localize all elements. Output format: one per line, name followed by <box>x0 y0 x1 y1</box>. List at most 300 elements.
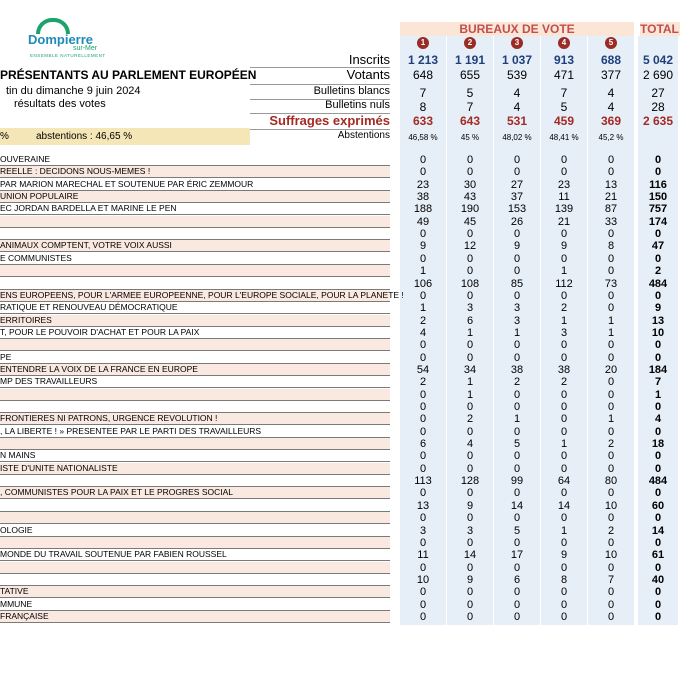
list-value: 49 <box>416 215 430 228</box>
list-value: 1 <box>419 265 427 278</box>
list-row <box>0 364 390 376</box>
list-value: 37 <box>510 191 524 204</box>
list-value: 1 <box>466 376 474 389</box>
summary-value: 648 <box>412 68 434 82</box>
list-total: 1 <box>654 388 662 401</box>
logo-sub: sur-Mer <box>73 45 98 52</box>
list-total: 0 <box>654 228 662 241</box>
list-value: 106 <box>413 277 433 290</box>
list-label: RATIQUE ET RENOUVEAU DÉMOCRATIQUE <box>0 302 178 313</box>
summary-label: Suffrages exprimés <box>269 113 390 128</box>
list-total: 18 <box>651 438 665 451</box>
list-value: 26 <box>510 215 524 228</box>
list-value: 0 <box>560 610 568 623</box>
summary-value: 655 <box>459 68 481 82</box>
list-value: 0 <box>560 166 568 179</box>
list-value: 0 <box>513 265 521 278</box>
list-row <box>0 315 390 327</box>
list-value: 0 <box>607 351 615 364</box>
list-value: 0 <box>466 339 474 352</box>
summary-total: 27 <box>651 86 665 100</box>
list-value: 0 <box>607 598 615 611</box>
list-total: 757 <box>648 203 668 216</box>
list-value: 12 <box>463 240 477 253</box>
list-value: 23 <box>557 178 571 191</box>
list-value: 1 <box>513 413 521 426</box>
list-value: 0 <box>466 228 474 241</box>
list-value: 0 <box>466 450 474 463</box>
list-label: FRANÇAISE <box>0 610 49 621</box>
list-value: 0 <box>466 487 474 500</box>
list-value: 0 <box>560 228 568 241</box>
summary-value: 45 % <box>460 133 480 142</box>
list-value: 0 <box>560 252 568 265</box>
list-label: MP DES TRAVAILLEURS <box>0 376 98 387</box>
list-value: 0 <box>466 351 474 364</box>
list-value: 21 <box>557 215 571 228</box>
list-value: 87 <box>604 203 618 216</box>
list-row <box>0 203 390 215</box>
list-value: 0 <box>607 302 615 315</box>
list-total: 150 <box>648 191 668 204</box>
list-value: 0 <box>513 166 521 179</box>
list-row <box>0 339 390 351</box>
list-label: N MAINS <box>0 450 36 461</box>
list-total: 0 <box>654 598 662 611</box>
bureau-number-badge: 2 <box>464 37 476 49</box>
list-value: 9 <box>419 240 427 253</box>
list-value: 11 <box>558 191 570 204</box>
list-value: 0 <box>513 450 521 463</box>
list-total: 4 <box>654 413 662 426</box>
list-value: 1 <box>607 413 615 426</box>
list-value: 1 <box>560 524 568 537</box>
bureau-number-badge: 5 <box>605 37 617 49</box>
summary-value: 48,41 % <box>549 133 579 142</box>
list-value: 43 <box>463 191 477 204</box>
list-label: ERRITOIRES <box>0 314 52 325</box>
list-value: 0 <box>560 598 568 611</box>
list-value: 0 <box>513 228 521 241</box>
summary-label: Inscrits <box>348 52 390 67</box>
list-label: REELLE : DECIDONS NOUS-MEMES ! <box>0 166 151 177</box>
list-value: 1 <box>513 326 521 339</box>
abstentions-summary: abstentions : 46,65 % <box>36 131 133 142</box>
list-value: 1 <box>560 438 568 451</box>
list-value: 3 <box>560 326 568 339</box>
list-value: 1 <box>607 314 615 327</box>
list-value: 5 <box>513 524 521 537</box>
list-value: 0 <box>419 512 427 525</box>
list-row <box>0 599 390 611</box>
list-value: 1 <box>466 388 474 401</box>
list-value: 38 <box>510 363 524 376</box>
list-value: 9 <box>560 240 568 253</box>
list-value: 0 <box>607 512 615 525</box>
list-row <box>0 352 390 364</box>
list-value: 0 <box>560 512 568 525</box>
list-value: 34 <box>463 363 477 376</box>
summary-total: 28 <box>651 100 665 114</box>
list-total: 0 <box>654 610 662 623</box>
list-value: 0 <box>466 586 474 599</box>
list-value: 8 <box>560 573 568 586</box>
list-row <box>0 500 390 512</box>
list-row <box>0 586 390 598</box>
list-row <box>0 376 390 388</box>
list-value: 0 <box>607 586 615 599</box>
list-row <box>0 549 390 561</box>
list-value: 0 <box>513 289 521 302</box>
list-label: OUVERAINE <box>0 154 51 164</box>
summary-total: 5 042 <box>642 53 674 67</box>
summary-value: 5 <box>560 100 568 114</box>
list-value: 188 <box>413 203 433 216</box>
list-value: 0 <box>560 401 568 413</box>
summary-value: 459 <box>553 114 575 128</box>
list-value: 6 <box>466 314 474 327</box>
list-label: FRONTIERES NI PATRONS, URGENCE REVOLUTION ! <box>0 413 218 424</box>
page-subtitle-date: tin du dimanche 9 juin 2024 <box>6 85 141 97</box>
list-row <box>0 216 390 228</box>
list-total: 10 <box>651 326 665 339</box>
summary-value: 45,2 % <box>598 133 624 142</box>
list-value: 73 <box>604 277 618 290</box>
list-value: 0 <box>607 401 615 413</box>
summary-label: Bulletins nuls <box>325 99 390 111</box>
summary-value: 1 191 <box>454 53 486 67</box>
list-value: 0 <box>419 450 427 463</box>
list-value: 3 <box>466 302 474 315</box>
list-value: 0 <box>419 536 427 549</box>
list-value: 64 <box>557 475 571 488</box>
list-row <box>0 302 390 314</box>
list-value: 2 <box>607 524 615 537</box>
list-value: 0 <box>607 289 615 302</box>
summary-value: 369 <box>600 114 622 128</box>
list-total: 0 <box>654 401 662 413</box>
list-value: 0 <box>560 154 568 166</box>
list-value: 0 <box>607 462 615 475</box>
list-value: 9 <box>466 499 474 512</box>
list-total: 40 <box>651 573 665 586</box>
list-row <box>0 574 390 586</box>
list-value: 0 <box>466 401 474 413</box>
list-value: 0 <box>560 339 568 352</box>
participation-percent: % <box>0 131 9 142</box>
list-value: 0 <box>419 289 427 302</box>
list-value: 0 <box>419 462 427 475</box>
list-value: 0 <box>513 154 521 166</box>
summary-value: 7 <box>560 86 568 100</box>
list-value: 0 <box>419 252 427 265</box>
list-value: 3 <box>466 524 474 537</box>
list-row <box>0 463 390 475</box>
list-value: 0 <box>560 388 568 401</box>
summary-value: 4 <box>607 86 615 100</box>
summary-value: 48,02 % <box>502 133 532 142</box>
list-value: 21 <box>604 191 618 204</box>
list-value: 0 <box>466 598 474 611</box>
list-total: 0 <box>654 561 662 574</box>
list-row <box>0 426 390 438</box>
list-row <box>0 179 390 191</box>
list-value: 0 <box>466 265 474 278</box>
list-value: 0 <box>419 154 427 166</box>
list-row <box>0 389 390 401</box>
list-value: 0 <box>466 536 474 549</box>
list-total: 0 <box>654 339 662 352</box>
list-total: 116 <box>649 178 667 191</box>
summary-value: 539 <box>506 68 528 82</box>
list-value: 0 <box>607 561 615 574</box>
list-value: 0 <box>513 536 521 549</box>
summary-total: 2 690 <box>642 68 674 82</box>
list-value: 85 <box>510 277 524 290</box>
list-value: 0 <box>513 252 521 265</box>
list-total: 13 <box>651 314 665 327</box>
list-total: 184 <box>648 363 668 376</box>
list-value: 10 <box>604 499 618 512</box>
list-value: 0 <box>607 536 615 549</box>
list-value: 0 <box>607 154 615 166</box>
list-value: 2 <box>419 376 427 389</box>
list-value: 190 <box>460 203 480 216</box>
summary-value: 7 <box>419 86 427 100</box>
list-value: 2 <box>560 302 568 315</box>
list-value: 10 <box>416 573 430 586</box>
list-row <box>0 327 390 339</box>
list-value: 0 <box>607 388 615 401</box>
list-value: 0 <box>513 462 521 475</box>
list-value: 0 <box>466 252 474 265</box>
list-total: 0 <box>654 289 662 302</box>
summary-total: 2 635 <box>642 114 674 128</box>
list-value: 0 <box>419 561 427 574</box>
list-row <box>0 289 404 302</box>
list-value: 0 <box>419 413 427 426</box>
list-total: 0 <box>654 586 662 599</box>
list-value: 3 <box>513 314 521 327</box>
list-value: 2 <box>466 413 474 426</box>
list-row <box>0 438 390 450</box>
list-value: 8 <box>607 240 615 253</box>
list-value: 0 <box>607 339 615 352</box>
list-value: 0 <box>560 561 568 574</box>
list-value: 20 <box>604 363 618 376</box>
list-value: 0 <box>607 252 615 265</box>
list-value: 0 <box>419 351 427 364</box>
list-value: 153 <box>507 203 527 216</box>
list-value: 4 <box>419 326 427 339</box>
list-label: TATIVE <box>0 586 29 597</box>
list-value: 27 <box>510 178 524 191</box>
list-value: 0 <box>513 561 521 574</box>
summary-value: 633 <box>412 114 434 128</box>
list-value: 0 <box>513 487 521 500</box>
list-label: E COMMUNISTES <box>0 252 72 263</box>
list-total: 0 <box>654 512 662 525</box>
list-value: 0 <box>513 339 521 352</box>
list-value: 0 <box>607 265 615 278</box>
list-value: 6 <box>419 438 427 451</box>
list-row <box>0 166 390 178</box>
list-row <box>0 401 390 413</box>
list-row <box>0 611 390 623</box>
list-value: 9 <box>513 240 521 253</box>
list-total: 0 <box>654 351 662 364</box>
list-total: 0 <box>654 166 662 179</box>
list-label: MMUNE <box>0 598 33 609</box>
list-value: 0 <box>607 450 615 463</box>
summary-label: Votants <box>346 67 390 82</box>
list-value: 54 <box>416 363 430 376</box>
bureau-number-badge: 1 <box>417 37 429 49</box>
list-value: 4 <box>466 438 474 451</box>
list-label: ANIMAUX COMPTENT, VOTRE VOIX AUSSI <box>0 240 172 251</box>
list-value: 23 <box>416 178 430 191</box>
list-value: 1 <box>560 314 568 327</box>
list-value: 0 <box>607 376 615 389</box>
list-value: 0 <box>513 351 521 364</box>
list-value: 0 <box>466 610 474 623</box>
list-value: 30 <box>463 178 477 191</box>
list-label: EC JORDAN BARDELLA ET MARINE LE PEN <box>0 203 177 214</box>
list-total: 61 <box>651 549 665 562</box>
summary-label: Abstentions <box>337 130 390 141</box>
list-value: 17 <box>510 549 524 562</box>
list-value: 0 <box>513 401 521 413</box>
list-value: 0 <box>419 166 427 179</box>
list-value: 1 <box>466 326 474 339</box>
list-value: 0 <box>560 487 568 500</box>
list-value: 0 <box>513 512 521 525</box>
list-value: 0 <box>513 425 521 438</box>
list-value: 112 <box>555 277 573 290</box>
list-value: 14 <box>510 499 524 512</box>
list-value: 14 <box>463 549 477 562</box>
summary-value: 913 <box>553 53 575 67</box>
list-value: 2 <box>513 376 521 389</box>
list-row <box>0 450 390 462</box>
list-value: 0 <box>560 413 568 426</box>
list-label: PE <box>0 351 12 362</box>
list-value: 13 <box>416 499 430 512</box>
list-label: , COMMUNISTES POUR LA PAIX ET LE PROGRES SOCIAL <box>0 487 234 498</box>
summary-value: 688 <box>600 53 622 67</box>
list-value: 3 <box>513 302 521 315</box>
list-value: 10 <box>604 549 618 562</box>
list-value: 0 <box>560 289 568 302</box>
list-value: 7 <box>607 573 615 586</box>
list-value: 38 <box>557 363 571 376</box>
list-total: 47 <box>651 240 665 253</box>
list-value: 0 <box>513 598 521 611</box>
page-subtitle-results: résultats des votes <box>14 98 106 110</box>
summary-value: 377 <box>600 68 622 82</box>
list-total: 0 <box>654 154 662 166</box>
list-value: 99 <box>510 475 524 488</box>
list-value: 3 <box>419 524 427 537</box>
summary-value: 46,58 % <box>408 133 438 142</box>
list-total: 484 <box>648 277 668 290</box>
logo-name: Dompierre <box>28 32 94 47</box>
list-value: 2 <box>560 376 568 389</box>
summary-value: 1 213 <box>407 53 439 67</box>
list-row <box>0 278 390 290</box>
list-label: PAR MARION MARECHAL ET SOUTENUE PAR ÉRIC ZEMMOUR <box>0 178 254 189</box>
list-row <box>0 228 390 240</box>
list-row <box>0 525 390 537</box>
list-row <box>0 253 390 265</box>
list-value: 0 <box>466 512 474 525</box>
list-row <box>0 487 390 499</box>
list-value: 0 <box>607 425 615 438</box>
list-value: 9 <box>560 549 568 562</box>
list-total: 484 <box>648 475 668 488</box>
list-total: 7 <box>654 376 662 389</box>
list-label: MONDE DU TRAVAIL SOUTENUE PAR FABIEN ROUSSEL <box>0 549 227 560</box>
list-value: 5 <box>513 438 521 451</box>
list-row <box>0 240 390 252</box>
list-label: , LA LIBERTE ! » PRESENTEE PAR LE PARTI DES TRAVAILLEURS <box>0 425 262 436</box>
list-value: 0 <box>466 154 474 166</box>
list-value: 0 <box>419 388 427 401</box>
list-value: 0 <box>466 289 474 302</box>
list-value: 0 <box>560 536 568 549</box>
list-row <box>0 512 390 524</box>
summary-value: 643 <box>459 114 481 128</box>
summary-value: 1 037 <box>501 53 533 67</box>
list-value: 0 <box>419 425 427 438</box>
list-value: 0 <box>419 598 427 611</box>
list-label: ENS EUROPEENS, POUR L'ARMEE EUROPEENNE, POUR L'EUROPE SOCIALE, POUR LA PLANETE ! <box>0 289 404 300</box>
list-value: 0 <box>560 462 568 475</box>
summary-value: 4 <box>607 100 615 114</box>
list-row <box>0 562 390 574</box>
list-value: 0 <box>466 462 474 475</box>
list-value: 0 <box>466 166 474 179</box>
list-row <box>0 265 390 277</box>
list-value: 0 <box>607 610 615 623</box>
list-row <box>0 475 390 487</box>
list-value: 0 <box>419 339 427 352</box>
list-value: 1 <box>607 326 615 339</box>
bureau-number-badge: 3 <box>511 37 523 49</box>
list-value: 0 <box>513 586 521 599</box>
list-value: 108 <box>460 277 480 290</box>
list-value: 0 <box>607 166 615 179</box>
list-value: 0 <box>607 487 615 500</box>
list-total: 0 <box>654 425 662 438</box>
list-value: 9 <box>466 573 474 586</box>
list-value: 0 <box>513 388 521 401</box>
logo-tagline: ENSEMBLE NATURELLEMENT <box>30 53 106 58</box>
list-value: 0 <box>419 228 427 241</box>
list-value: 38 <box>416 191 430 204</box>
list-row <box>0 537 390 549</box>
list-total: 9 <box>654 302 662 315</box>
list-value: 0 <box>560 450 568 463</box>
list-label: ENTENDRE LA VOIX DE LA FRANCE EN EUROPE <box>0 363 198 374</box>
list-value: 6 <box>513 573 521 586</box>
list-total: 174 <box>648 215 668 228</box>
bureaux-header: BUREAUX DE VOTE <box>400 22 634 36</box>
summary-value: 5 <box>466 86 474 100</box>
summary-value: 4 <box>513 86 521 100</box>
list-label: ISTE D'UNITE NATIONALISTE <box>0 462 118 473</box>
list-value: 0 <box>607 228 615 241</box>
